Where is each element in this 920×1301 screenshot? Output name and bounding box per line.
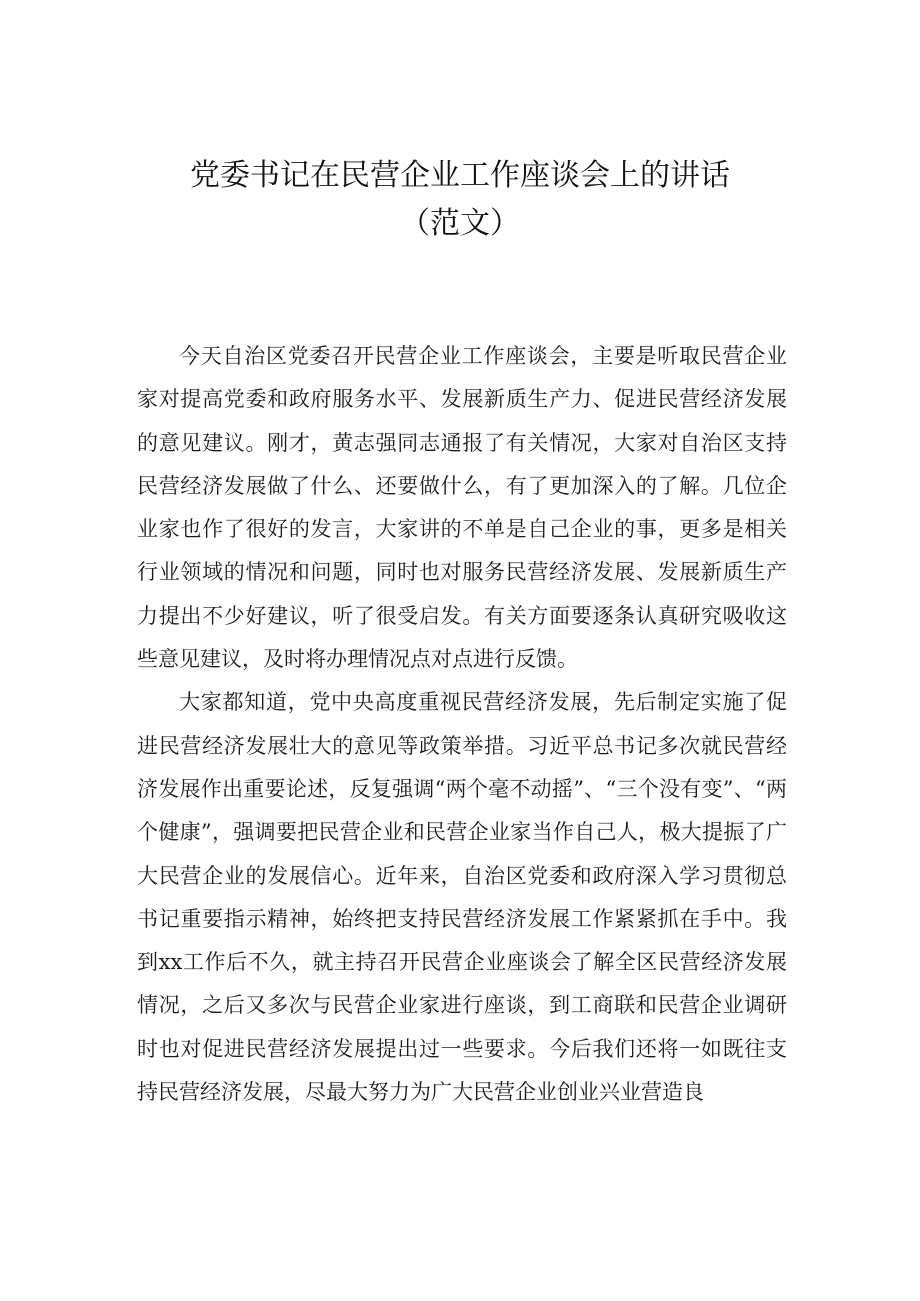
document-title: 党委书记在民营企业工作座谈会上的讲话	[190, 158, 730, 193]
paragraph-2: 大家都知道，党中央高度重视民营经济发展，先后制定实施了促进民营经济发展壮大的意见等政策举措。习近平总书记多次就民营经济发展作出重要论述，反复强调“两个毫不动摇”、“三个没有变”、“两个健康”，强调要把民营企业和民营企业家当作自己人，极大提振了广大民营企业的发展信心。近年来，自治区党委和政府深入学习贯彻总书记重要指示精神，始终把支持民营经济发展工作紧紧抓在手中。我到xx工作后不久，就主持召开民营企业座谈会了解全区民营经济发展情况，之后又多次与民营企业家进行座谈，到工商联和民营企业调研时也对促进民营经济发展提出过一些要求。今后我们还将一如既往支持民营经济发展，尽最大努力为广大民营企业创业兴业营造良	[137, 690, 787, 1105]
paragraph-1: 今天自治区党委召开民营企业工作座谈会，主要是听取民营企业家对提高党委和政府服务水平、发展新质生产力、促进民营经济发展的意见建议。刚才，黄志强同志通报了有关情况，大家对自治区支持民营经济发展做了什么、还要做什么，有了更加深入的了解。几位企业家也作了很好的发言，大家讲的不单是自己企业的事，更多是相关行业领域的情况和问题，同时也对服务民营经济发展、发展新质生产力提出不少好建议，听了很受启发。有关方面要逐条认真研究吸收这些意见建议，及时将办理情况点对点进行反馈。	[137, 344, 787, 672]
document-subtitle: （范文）	[400, 206, 520, 241]
document-body	[137, 335, 787, 1114]
